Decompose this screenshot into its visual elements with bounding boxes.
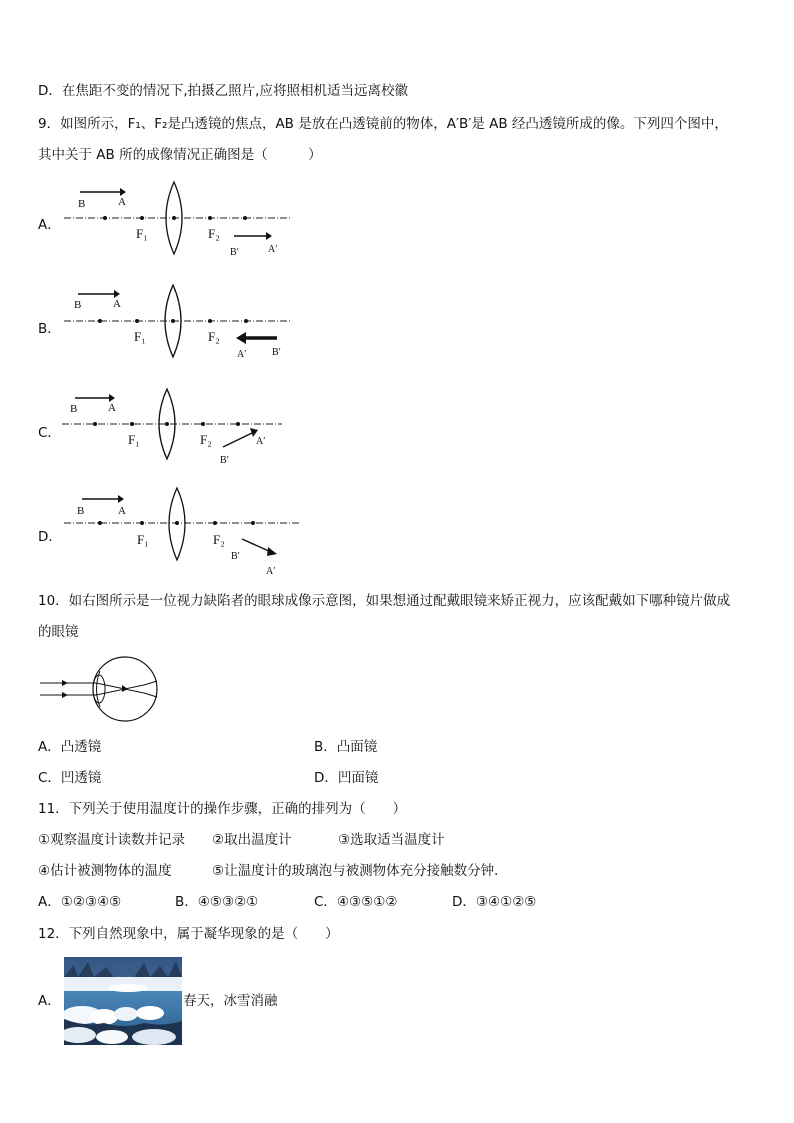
label-f1: F₁ bbox=[128, 432, 140, 447]
q12-option-a-label: A． bbox=[38, 993, 61, 1009]
q10-stem-line1: 10．如右图所示是一位视力缺陷者的眼球成像示意图，如果想通过配戴眼镜来矫正视力，应该配戴如下哪种镜片做成 bbox=[38, 593, 731, 609]
label-b-prime: B′ bbox=[230, 247, 239, 258]
label-a: A bbox=[118, 505, 126, 517]
q9-diagram-c bbox=[60, 387, 320, 467]
label-f2: F₂ bbox=[200, 432, 212, 447]
label-b-prime: B′ bbox=[272, 347, 281, 358]
label-f2: F₂ bbox=[213, 532, 225, 547]
q12-option-a-text: 春天，冰雪消融 bbox=[183, 993, 278, 1009]
label-f1: F₁ bbox=[134, 329, 146, 344]
q11-step5: ⑤让温度计的玻璃泡与被测物体充分接触数分钟． bbox=[212, 863, 508, 879]
q9-option-b-label: B． bbox=[38, 321, 61, 337]
q11-step2: ②取出温度计 bbox=[212, 832, 292, 848]
q11-option-a: A．①②③④⑤ bbox=[38, 894, 122, 910]
q10-option-b: B．凸面镜 bbox=[314, 739, 378, 755]
q9-diagram-a bbox=[60, 180, 320, 260]
label-f2: F₂ bbox=[208, 226, 220, 241]
label-b: B bbox=[70, 403, 78, 415]
q9-option-d-label: D． bbox=[38, 529, 62, 545]
q9-option-a-label: A． bbox=[38, 217, 61, 233]
q10-option-d: D．凹面镜 bbox=[314, 770, 379, 786]
q10-option-a: A．凸透镜 bbox=[38, 739, 102, 755]
snow-melting-photo bbox=[64, 957, 182, 1045]
label-a: A bbox=[108, 402, 116, 414]
label-b-prime: B′ bbox=[231, 551, 240, 562]
q9-option-c-label: C． bbox=[38, 425, 61, 441]
label-f2: F₂ bbox=[208, 329, 220, 344]
label-a-prime: A′ bbox=[266, 566, 276, 577]
label-b: B bbox=[78, 198, 86, 210]
q11-option-b: B．④⑤③②① bbox=[175, 894, 259, 910]
q8-option-d: D．在焦距不变的情况下,拍摄乙照片,应将照相机适当远离校徽 bbox=[38, 83, 408, 99]
label-a-prime: A′ bbox=[256, 436, 266, 447]
label-f1: F₁ bbox=[137, 532, 149, 547]
label-f1: F₁ bbox=[136, 226, 148, 241]
q9-diagram-d bbox=[60, 486, 320, 576]
label-a: A bbox=[118, 196, 126, 208]
q10-stem-line2: 的眼镜 bbox=[38, 624, 79, 640]
q12-stem: 12．下列自然现象中，属于凝华现象的是（ ） bbox=[38, 926, 339, 942]
q10-option-c: C．凹透镜 bbox=[38, 770, 102, 786]
q9-stem-line2: 其中关于 AB 所的成像情况正确图是（ ） bbox=[38, 147, 322, 163]
q11-option-c: C．④③⑤①② bbox=[314, 894, 398, 910]
label-a-prime: A′ bbox=[237, 349, 247, 360]
label-b-prime: B′ bbox=[220, 455, 229, 466]
label-a-prime: A′ bbox=[268, 244, 278, 255]
q11-step3: ③选取适当温度计 bbox=[338, 832, 445, 848]
q9-stem-line1: 9．如图所示，F₁、F₂是凸透镜的焦点，AB 是放在凸透镜前的物体，A′B′是 AB 经凸透镜所成的像。下列四个图中， bbox=[38, 116, 728, 132]
q11-step1: ①观察温度计读数并记录 bbox=[38, 832, 186, 848]
q11-step4: ④估计被测物体的温度 bbox=[38, 863, 172, 879]
label-b: B bbox=[74, 299, 82, 311]
q11-option-d: D．③④①②⑤ bbox=[452, 894, 537, 910]
q11-stem: 11．下列关于使用温度计的操作步骤，正确的排列为（ ） bbox=[38, 801, 407, 817]
q9-diagram-b bbox=[60, 283, 320, 363]
label-a: A bbox=[113, 298, 121, 310]
eye-diagram bbox=[40, 655, 170, 725]
label-b: B bbox=[77, 505, 85, 517]
